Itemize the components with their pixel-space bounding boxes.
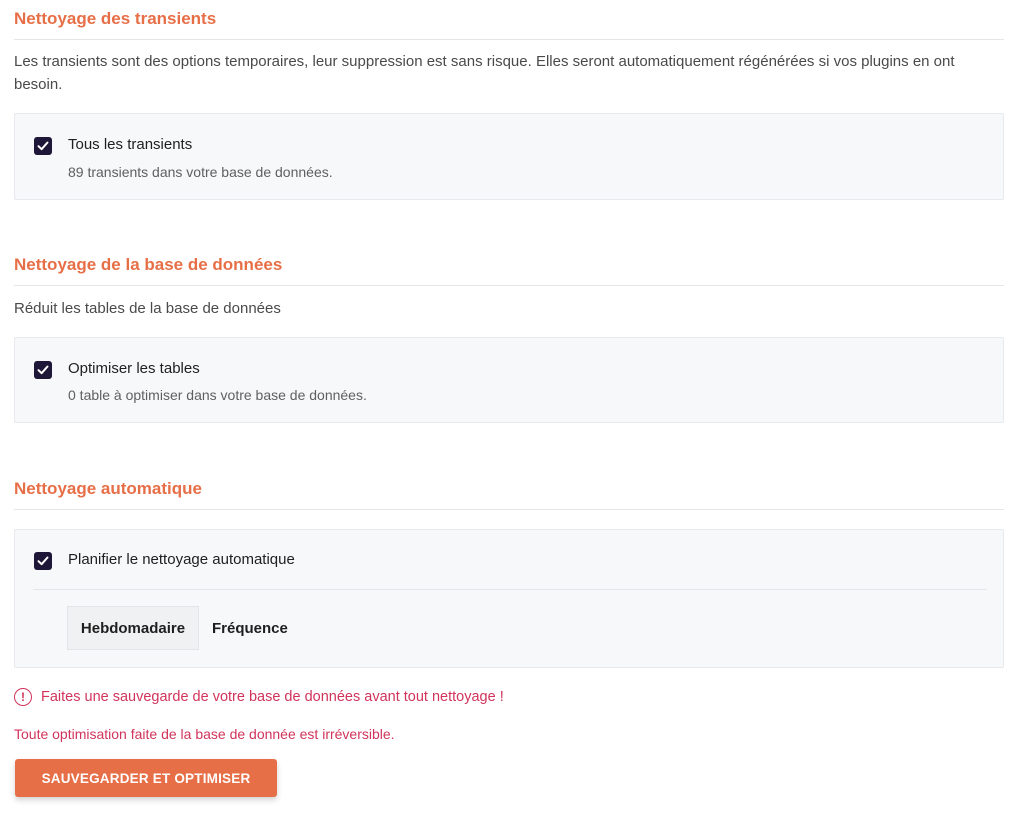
schedule-cleanup-label[interactable]: Planifier le nettoyage automatique [68, 551, 295, 568]
transients-description: Les transients sont des options temporaires, leur suppression est sans risque. Elles seront automatiquement régénérées si vos plugins en ont besoin. [14, 53, 955, 93]
schedule-cleanup-checkbox[interactable] [34, 552, 52, 570]
backup-warning [14, 688, 504, 706]
irreversible-notice: Toute optimisation faite de la base de donnée est irréversible. [14, 726, 395, 742]
transients-title: Nettoyage des transients [14, 0, 1004, 40]
automatic-title: Nettoyage automatique [14, 470, 1004, 510]
automatic-card [14, 529, 1004, 668]
card-divider [33, 589, 987, 590]
optimize-tables-label[interactable]: Optimiser les tables [68, 360, 200, 377]
transients-section [14, 0, 1004, 180]
transients-checkbox[interactable] [34, 137, 52, 155]
database-card [14, 337, 1004, 423]
checkmark-icon [37, 141, 49, 151]
optimize-tables-checkbox[interactable] [34, 361, 52, 379]
transients-count: 89 transients dans votre base de données. [68, 164, 333, 180]
transients-card [14, 113, 1004, 200]
exclamation-circle-icon: ! [14, 688, 32, 706]
backup-warning-text: Faites une sauvegarde de votre base de données avant tout nettoyage ! [41, 689, 504, 705]
save-and-optimize-button[interactable]: SAUVEGARDER ET OPTIMISER [15, 759, 277, 797]
checkmark-icon [37, 365, 49, 375]
tables-count: 0 table à optimiser dans votre base de données. [68, 387, 367, 403]
transients-option-label[interactable]: Tous les transients [68, 136, 193, 153]
frequency-select[interactable]: Hebdomadaire [67, 606, 199, 650]
checkmark-icon [37, 556, 49, 566]
automatic-section [14, 470, 1004, 637]
database-section [14, 246, 1004, 403]
database-title: Nettoyage de la base de données [14, 246, 1004, 286]
database-description: Réduit les tables de la base de données [14, 300, 281, 317]
frequency-label: Fréquence [212, 620, 288, 637]
